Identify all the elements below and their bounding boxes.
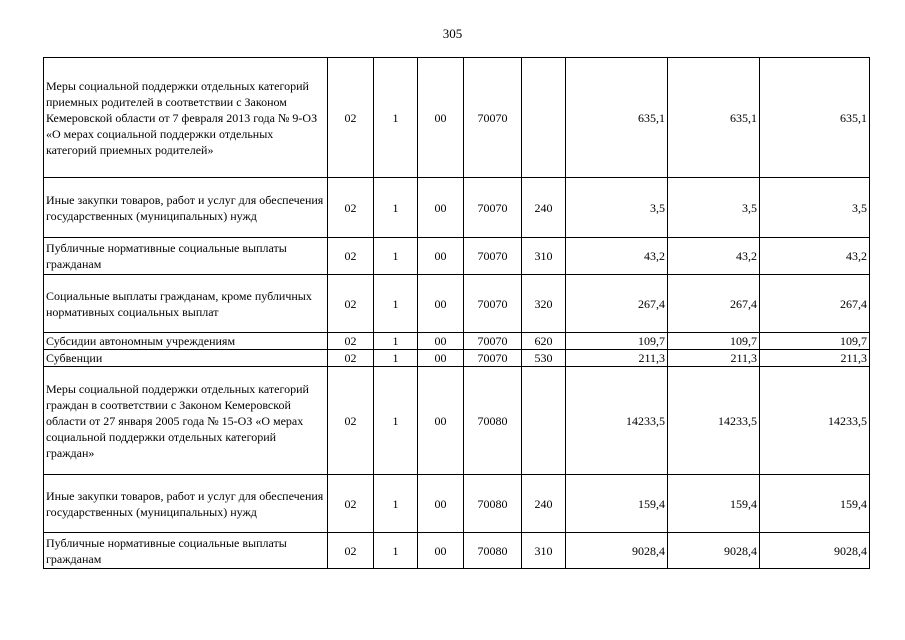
amount-year-1-cell: 3,5 xyxy=(566,178,668,238)
amount-year-2-cell: 635,1 xyxy=(668,58,760,178)
expense-type-cell: 310 xyxy=(522,238,566,275)
subprogram-code-cell: 00 xyxy=(418,367,464,475)
program-code-cell: 1 xyxy=(374,238,418,275)
program-code-cell: 1 xyxy=(374,475,418,533)
page-number: 305 xyxy=(442,26,463,41)
subprogram-code-cell: 00 xyxy=(418,350,464,367)
amount-year-2-cell: 3,5 xyxy=(668,178,760,238)
table-row xyxy=(44,178,870,238)
amount-year-1-cell: 159,4 xyxy=(566,475,668,533)
section-code-cell: 02 xyxy=(328,367,374,475)
program-code-cell: 1 xyxy=(374,275,418,333)
program-code-cell: 1 xyxy=(374,178,418,238)
row-name-cell: Иные закупки товаров, работ и услуг для обеспечения государственных (муниципальных) нужд xyxy=(44,475,328,533)
section-code-cell: 02 xyxy=(328,475,374,533)
target-article-cell: 70080 xyxy=(464,475,522,533)
subprogram-code-cell: 00 xyxy=(418,178,464,238)
row-name-cell: Субсидии автономным учреждениям xyxy=(44,333,328,350)
expense-type-cell: 620 xyxy=(522,333,566,350)
amount-year-3-cell: 267,4 xyxy=(760,275,870,333)
target-article-cell: 70080 xyxy=(464,367,522,475)
amount-year-1-cell: 211,3 xyxy=(566,350,668,367)
amount-year-2-cell: 109,7 xyxy=(668,333,760,350)
section-code-cell: 02 xyxy=(328,350,374,367)
table-row xyxy=(44,275,870,333)
row-name-cell: Меры социальной поддержки отдельных категорий приемных родителей в соответствии с Законом Кемеровской области от 7 февраля 2013 года № 9-ОЗ «О мерах социальной поддержки отдельных категорий приемных родителей» xyxy=(44,58,328,178)
subprogram-code-cell: 00 xyxy=(418,475,464,533)
row-name-cell: Субвенции xyxy=(44,350,328,367)
amount-year-3-cell: 109,7 xyxy=(760,333,870,350)
amount-year-3-cell: 211,3 xyxy=(760,350,870,367)
expense-type-cell: 310 xyxy=(522,533,566,569)
program-code-cell: 1 xyxy=(374,350,418,367)
expense-type-cell: 240 xyxy=(522,178,566,238)
target-article-cell: 70070 xyxy=(464,238,522,275)
section-code-cell: 02 xyxy=(328,238,374,275)
amount-year-3-cell: 635,1 xyxy=(760,58,870,178)
row-name-cell: Иные закупки товаров, работ и услуг для обеспечения государственных (муниципальных) нужд xyxy=(44,178,328,238)
amount-year-1-cell: 14233,5 xyxy=(566,367,668,475)
amount-year-3-cell: 159,4 xyxy=(760,475,870,533)
amount-year-3-cell: 9028,4 xyxy=(760,533,870,569)
row-name-cell: Публичные нормативные социальные выплаты гражданам xyxy=(44,533,328,569)
expense-type-cell: 320 xyxy=(522,275,566,333)
section-code-cell: 02 xyxy=(328,533,374,569)
expense-type-cell xyxy=(522,58,566,178)
program-code-cell: 1 xyxy=(374,533,418,569)
subprogram-code-cell: 00 xyxy=(418,333,464,350)
subprogram-code-cell: 00 xyxy=(418,533,464,569)
expense-type-cell xyxy=(522,367,566,475)
section-code-cell: 02 xyxy=(328,178,374,238)
program-code-cell: 1 xyxy=(374,58,418,178)
row-name-cell: Социальные выплаты гражданам, кроме публичных нормативных социальных выплат xyxy=(44,275,328,333)
row-name-cell: Меры социальной поддержки отдельных категорий граждан в соответствии с Законом Кемеровской области от 27 января 2005 года № 15-ОЗ «О мерах социальной поддержки отдельных категорий граждан» xyxy=(44,367,328,475)
program-code-cell: 1 xyxy=(374,367,418,475)
amount-year-3-cell: 3,5 xyxy=(760,178,870,238)
amount-year-2-cell: 14233,5 xyxy=(668,367,760,475)
table-row xyxy=(44,475,870,533)
target-article-cell: 70070 xyxy=(464,58,522,178)
section-code-cell: 02 xyxy=(328,333,374,350)
target-article-cell: 70070 xyxy=(464,333,522,350)
table-row xyxy=(44,350,870,367)
table-row xyxy=(44,533,870,569)
target-article-cell: 70070 xyxy=(464,350,522,367)
row-name-cell: Публичные нормативные социальные выплаты гражданам xyxy=(44,238,328,275)
expense-type-cell: 530 xyxy=(522,350,566,367)
amount-year-2-cell: 43,2 xyxy=(668,238,760,275)
amount-year-1-cell: 267,4 xyxy=(566,275,668,333)
expense-type-cell: 240 xyxy=(522,475,566,533)
table-row xyxy=(44,333,870,350)
table-row xyxy=(44,238,870,275)
section-code-cell: 02 xyxy=(328,58,374,178)
amount-year-1-cell: 109,7 xyxy=(566,333,668,350)
amount-year-1-cell: 43,2 xyxy=(566,238,668,275)
budget-table xyxy=(43,57,870,569)
subprogram-code-cell: 00 xyxy=(418,58,464,178)
subprogram-code-cell: 00 xyxy=(418,238,464,275)
program-code-cell: 1 xyxy=(374,333,418,350)
table-row xyxy=(44,367,870,475)
target-article-cell: 70070 xyxy=(464,275,522,333)
target-article-cell: 70080 xyxy=(464,533,522,569)
target-article-cell: 70070 xyxy=(464,178,522,238)
amount-year-2-cell: 267,4 xyxy=(668,275,760,333)
amount-year-2-cell: 211,3 xyxy=(668,350,760,367)
amount-year-2-cell: 9028,4 xyxy=(668,533,760,569)
section-code-cell: 02 xyxy=(328,275,374,333)
subprogram-code-cell: 00 xyxy=(418,275,464,333)
amount-year-2-cell: 159,4 xyxy=(668,475,760,533)
amount-year-3-cell: 14233,5 xyxy=(760,367,870,475)
amount-year-1-cell: 635,1 xyxy=(566,58,668,178)
table-row xyxy=(44,58,870,178)
amount-year-1-cell: 9028,4 xyxy=(566,533,668,569)
amount-year-3-cell: 43,2 xyxy=(760,238,870,275)
